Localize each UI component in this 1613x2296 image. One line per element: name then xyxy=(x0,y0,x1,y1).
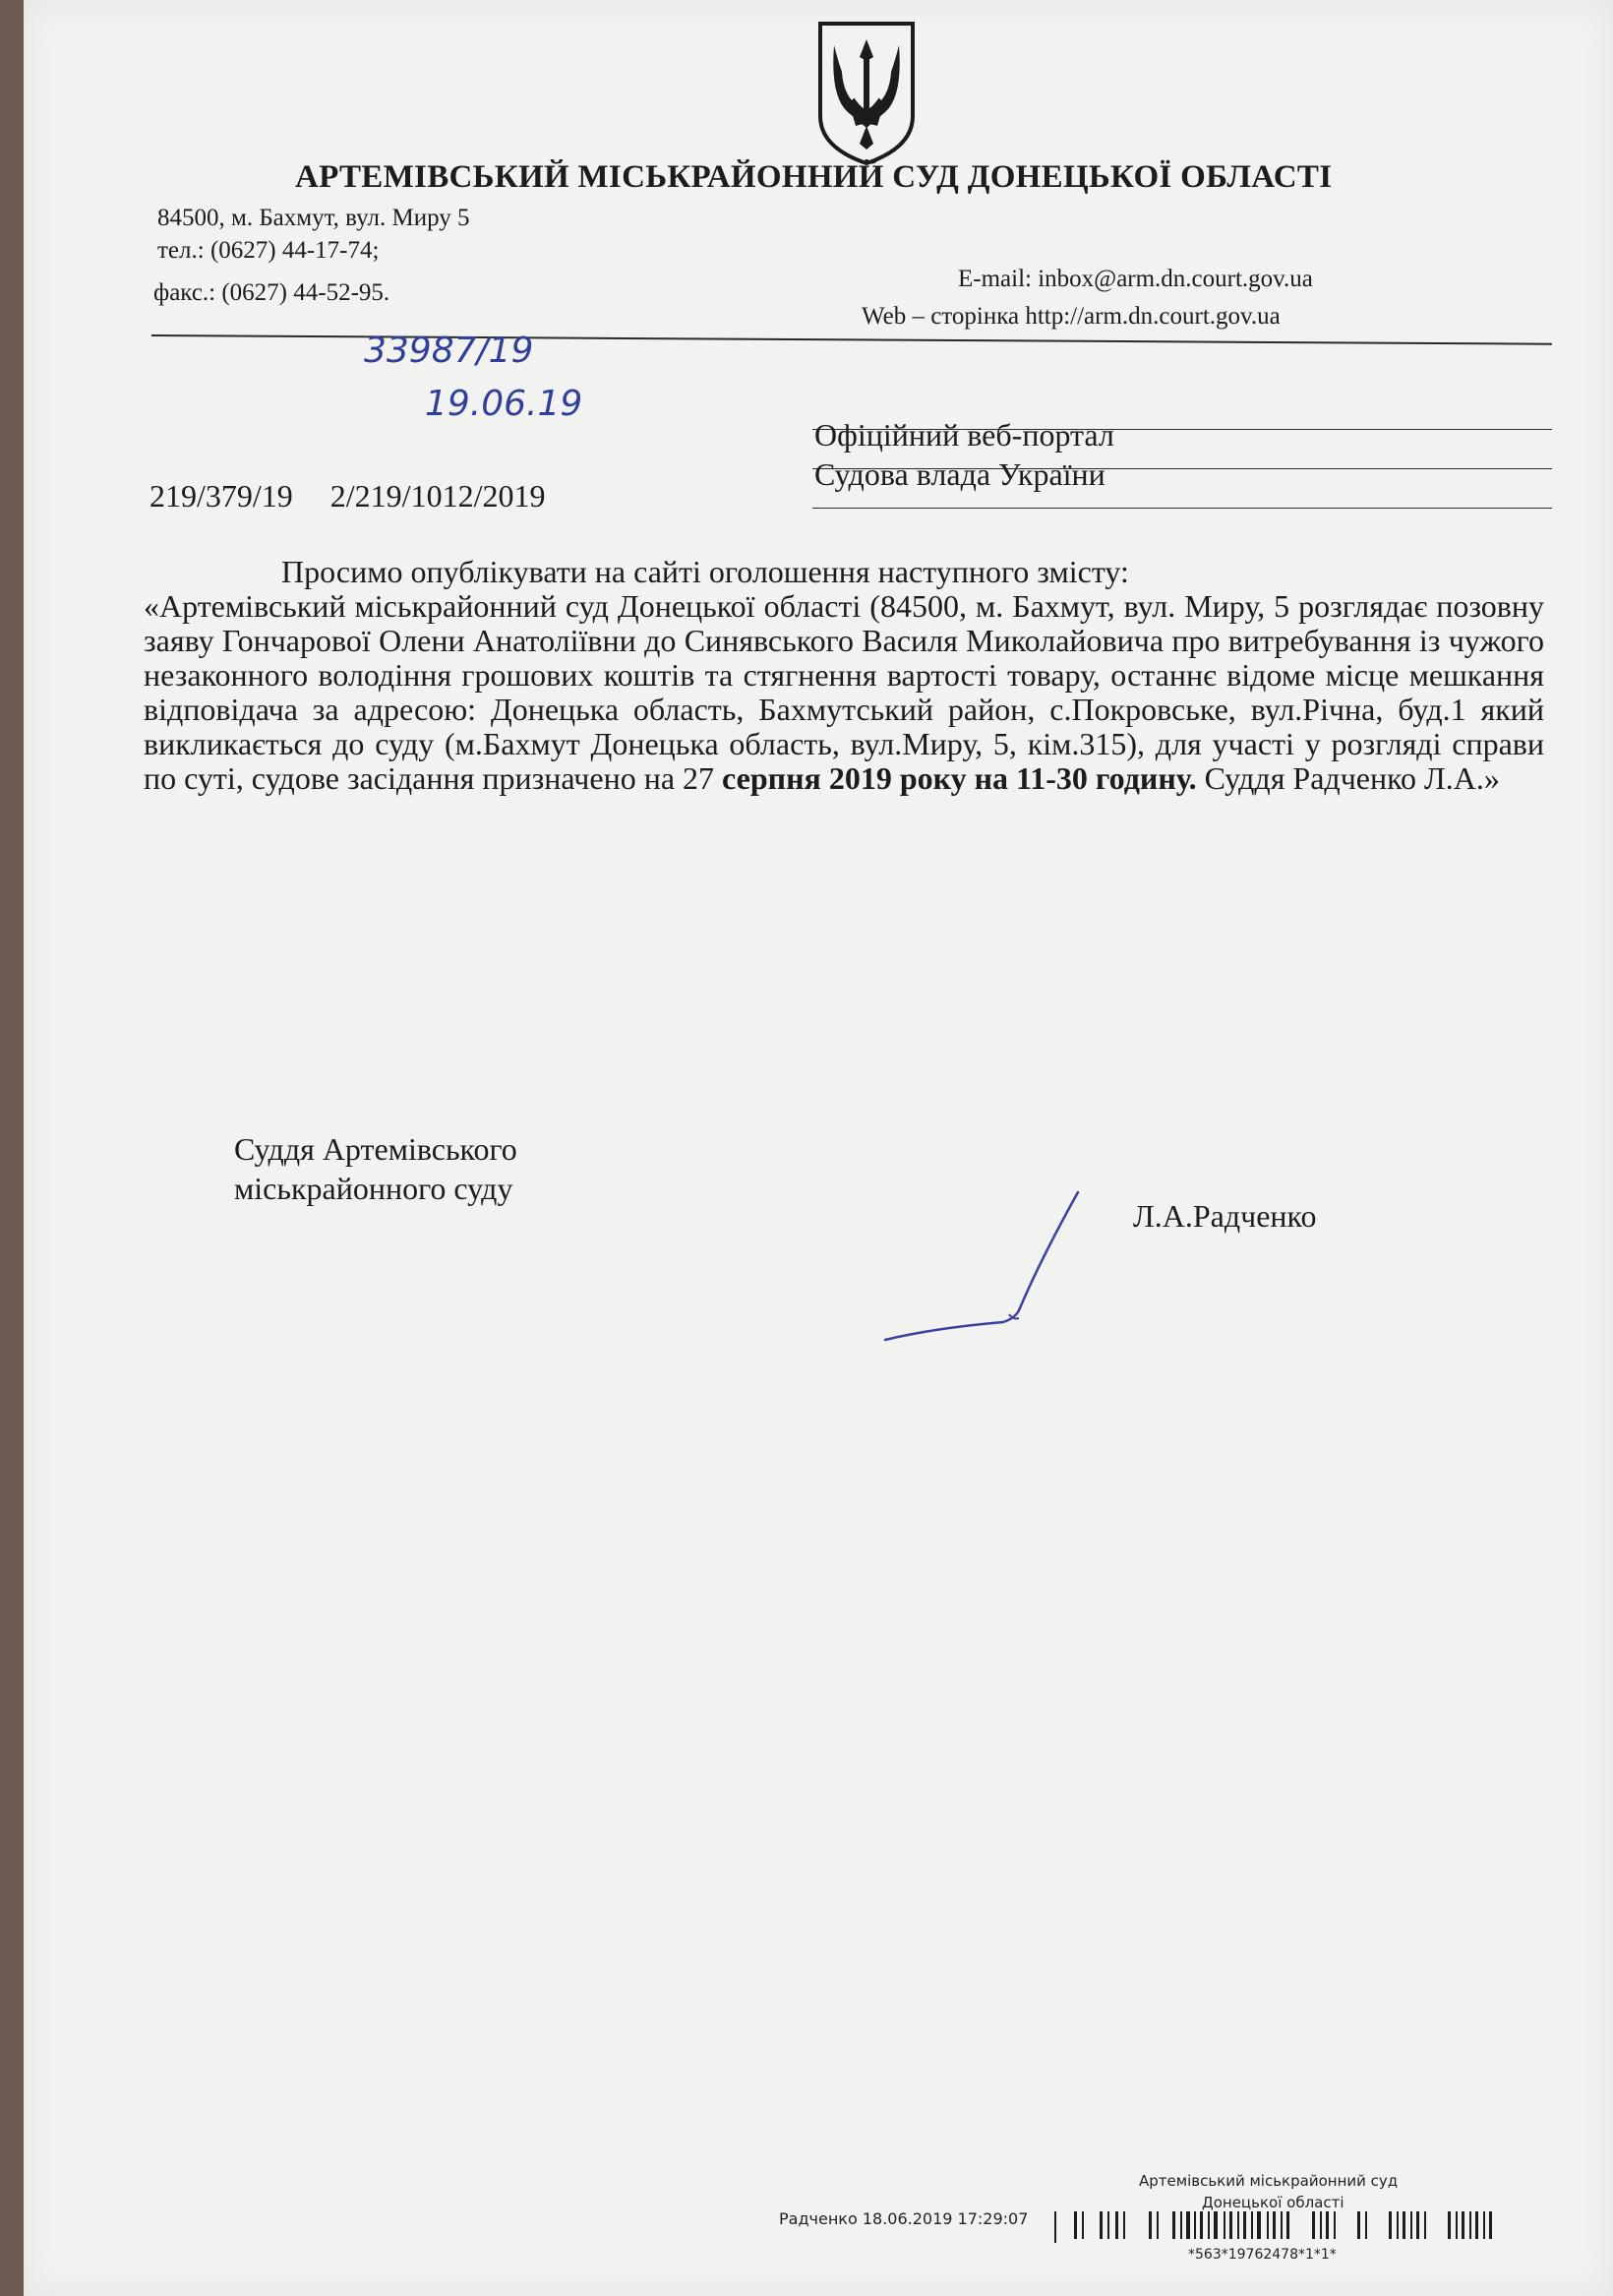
signature-title-line-2: міськрайонного суду xyxy=(234,1171,513,1206)
case-number-first: 219/379/19 xyxy=(149,478,293,514)
author-timestamp: Радченко 18.06.2019 17:29:07 xyxy=(779,2209,1029,2228)
case-number-second: 2/219/1012/2019 xyxy=(329,478,546,514)
barcode-number: *563*19762478*1*1* xyxy=(1188,2247,1337,2263)
signature-title-line-1: Суддя Артемівського xyxy=(234,1131,517,1167)
stamp-court-name: Артемівський міськрайонний суд xyxy=(1139,2172,1399,2190)
court-email: E-mail: inbox@arm.dn.court.gov.ua xyxy=(958,266,1313,292)
court-fax: факс.: (0627) 44-52-95. xyxy=(153,279,390,306)
coat-of-arms-icon xyxy=(812,18,921,167)
recipient-line-1: Офіційний веб-портал xyxy=(814,417,1114,453)
signer-name: Л.А.Радченко xyxy=(1133,1198,1317,1234)
court-address: 84500, м. Бахмут, вул. Миру 5 xyxy=(157,205,470,231)
court-website: Web – сторінка http://arm.dn.court.gov.ua xyxy=(862,303,1281,330)
case-number xyxy=(149,478,545,514)
recipient-rule-bottom xyxy=(812,508,1552,509)
handwritten-registration-number: 33987/19 xyxy=(364,331,534,371)
court-phone: тел.: (0627) 44-17-74; xyxy=(157,237,380,264)
barcode-icon xyxy=(1054,2207,1517,2247)
stamp-court-region: Донецької області xyxy=(1202,2194,1344,2211)
hearing-date-bold: серпня 2019 року на 11-30 годину. xyxy=(722,760,1197,796)
announcement-intro: Просимо опублікувати на сайті оголошення наступного змісту: xyxy=(281,554,1129,589)
announcement-body xyxy=(144,555,1544,796)
announcement-text: «Артемівський міськрайонний суд Донецької області (84500, м. Бахмут, вул. Миру, 5 розглядає позовну заяву Гончарової Олени Анатоліївни до Синявського Василя Миколайовича про витребування із чужого незаконного володіння грошових коштів та стягнення вартості товару, останнє відоме місце мешкання відповідача за адресою: Донецька область, Бахмутський район, с.Покровське, вул.Річна, буд.1 який викликається до суду (м.Бахмут Донецька область, вул.Миру, 5, кім.315), для участі у розгляді справи по суті, судове засідання призначено на 27 серпня 2019 року на 11-30 годину. Суддя Радченко Л.А.» xyxy=(144,588,1544,796)
recipient-line-2: Судова влада України xyxy=(814,456,1105,492)
court-name-title: АРТЕМІВСЬКИЙ МІСЬКРАЙОННИЙ СУД ДОНЕЦЬКОЇ ОБЛАСТІ xyxy=(295,159,1333,195)
handwritten-signature xyxy=(875,1180,1092,1354)
handwritten-registration-date: 19.06.19 xyxy=(425,384,583,424)
